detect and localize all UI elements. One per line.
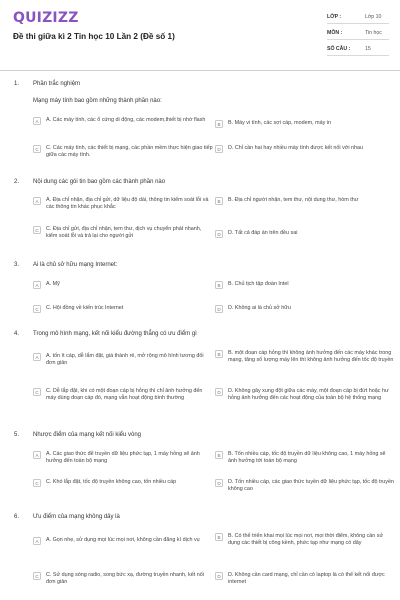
option-text: D. Không ai là chủ sở hữu — [228, 305, 291, 311]
meta-label: LỚP : — [327, 14, 342, 20]
option-text: B. Có thể triển khai mọi lúc mọi nơi, mọi thời điểm, không cần sử dụng các thiết bị công kềnh, phức tạp như mạng có dây — [228, 533, 384, 547]
option-letter: D — [215, 572, 223, 580]
meta-divider — [327, 23, 389, 24]
meta-value: Lớp 10 — [365, 14, 382, 20]
option-text: B. Chủ tịch tập đoàn Intel — [228, 281, 289, 287]
option-text: A. Các máy tính, các ổ cứng di động, các modem,thiết bị nhớ flash — [46, 117, 206, 123]
question-text: Ưu điểm của mạng không dây là — [33, 514, 120, 520]
option-text: B. Máy vi tính, các sợi cáp, modem, máy in — [228, 120, 331, 126]
option-letter: A — [33, 451, 41, 459]
option-letter: B — [215, 281, 223, 289]
option-text: C. Địa chỉ gửi, địa chỉ nhận, tem thư, dịch vụ chuyển phát nhanh, kiểm soát lỗi và trả lại cho người gửi — [46, 226, 202, 240]
option-text: B. Tốn nhiều cáp, tốc độ truyền dữ liệu không cao, 1 máy hỏng sẽ ảnh hưởng tới toàn bộ mạng — [228, 451, 386, 465]
meta-label: MÔN : — [327, 30, 343, 36]
option-text: D. Không gây xung đột giữa các máy, một đoạn cáp bị đứt hoặc hư hỏng ảnh hưởng đến các hoạt động của toàn bộ hệ thống mạng — [228, 388, 389, 402]
option-text: B. một đoạn cáp hỏng thì không ảnh hưởng đến các máy khác trong mạng, tăng số lượng máy lên thì không ảnh hưởng đến tốc độ truyền — [228, 350, 394, 364]
question-number: 3. — [14, 262, 20, 268]
document-title: Đề thi giữa kì 2 Tin học 10 Lần 2 (Đề số 1) — [13, 32, 175, 41]
question-text: Mạng máy tính bao gồm những thành phần nào: — [33, 98, 162, 104]
question-text: Nội dung các gói tin bao gồm các thành phần nào — [33, 179, 166, 185]
option-letter: D — [215, 305, 223, 313]
option-letter: B — [215, 451, 223, 459]
option-text: A. tốn ít cáp, dễ lắm đặt, giá thành rẻ, mở rộng mô hình tương đối đơn giản — [46, 353, 204, 367]
option-letter: C — [33, 226, 41, 234]
option-letter: B — [215, 120, 223, 128]
meta-label: SỐ CÂU : — [327, 46, 351, 52]
question-text: Trong mô hình mạng, kết nối kiểu đường thẳng có ưu điểm gì — [33, 331, 197, 337]
option-text: D. Tất cả đáp án trên đều sai — [228, 230, 298, 236]
question-text: Ai là chủ sở hữu mạng Internet: — [33, 262, 118, 268]
option-text: B. Địa chỉ người nhận, tem thư, nội dung thư, hòm thư — [228, 197, 359, 203]
option-letter: D — [215, 479, 223, 487]
meta-divider — [327, 55, 389, 56]
option-letter: A — [33, 281, 41, 289]
section-title: Phần trắc nghiệm — [33, 81, 81, 87]
question-number: 5. — [14, 432, 20, 438]
option-letter: A — [33, 197, 41, 205]
question-number: 4. — [14, 331, 20, 337]
option-text: A. Địa chỉ nhận, địa chỉ gửi, dữ liệu độ dài, thông tin kiểm soát lỗi và các thông tin khác phục khắc — [46, 197, 209, 211]
option-letter: B — [215, 350, 223, 358]
option-letter: A — [33, 537, 41, 545]
option-text: C. Khó lắp đặt, tốc độ truyền không cao, tốn nhiều cáp — [46, 479, 177, 485]
option-text: C. Hội đồng về kiến trúc Internet — [46, 305, 124, 311]
option-letter: A — [33, 117, 41, 125]
option-text: D. Tốn nhiều cáp, các giao thức tuyền dữ liệu phức tạp, tốc độ truyền không cao — [228, 479, 394, 493]
option-text: D. Chỉ cần hai hay nhiều máy tính được kết nối với nhau — [228, 145, 364, 151]
quizizz-logo: QUIZIZZ — [13, 10, 79, 26]
question-number: 6. — [14, 514, 20, 520]
option-letter: C — [33, 145, 41, 153]
section-number: 1. — [14, 81, 20, 87]
option-text: C. Dễ lắp đặt, khi có một đoạn cáp bị hỏng thì chỉ ảnh hưởng đến máy dùng đoạn cáp đó, mạng vẫn hoạt động bình thường — [46, 388, 203, 402]
option-letter: C — [33, 388, 41, 396]
meta-value: 15 — [365, 46, 371, 52]
option-text: D. Không cần card mạng, chỉ cần có laptop là có thể kết nối được internet — [228, 572, 385, 586]
option-letter: C — [33, 305, 41, 313]
option-letter: D — [215, 388, 223, 396]
option-text: A. Mỹ — [46, 281, 60, 287]
option-text: C. Các máy tính, các thiết bị mạng, các phần mềm thực hiện giao tiếp giữa các máy tính. — [46, 145, 213, 159]
option-text: C. Sử dụng sóng radio, song bức xạ, đường truyền nhanh, kết nối đơn giản — [46, 572, 204, 586]
question-number: 2. — [14, 179, 20, 185]
section-heading — [14, 81, 81, 87]
option-letter: C — [33, 479, 41, 487]
option-letter: D — [215, 230, 223, 238]
option-text: A. Các giao thức để truyền dữ liệu phức tạp, 1 máy hỏng sẽ ảnh hưởng đến toàn bộ mạng — [46, 451, 200, 465]
header-divider — [0, 70, 400, 71]
option-letter: D — [215, 145, 223, 153]
option-letter: C — [33, 572, 41, 580]
option-letter: B — [215, 197, 223, 205]
option-letter: A — [33, 353, 41, 361]
document-header — [0, 0, 400, 72]
question-text: Nhược điểm của mạng kết nối kiểu vòng — [33, 432, 142, 438]
option-letter: B — [215, 533, 223, 541]
meta-divider — [327, 39, 389, 40]
meta-value: Tin học — [365, 30, 382, 36]
option-text: A. Gọn nhẹ, sử dụng mọi lúc mọi nơi, không cần đăng kí dịch vụ — [46, 537, 200, 543]
